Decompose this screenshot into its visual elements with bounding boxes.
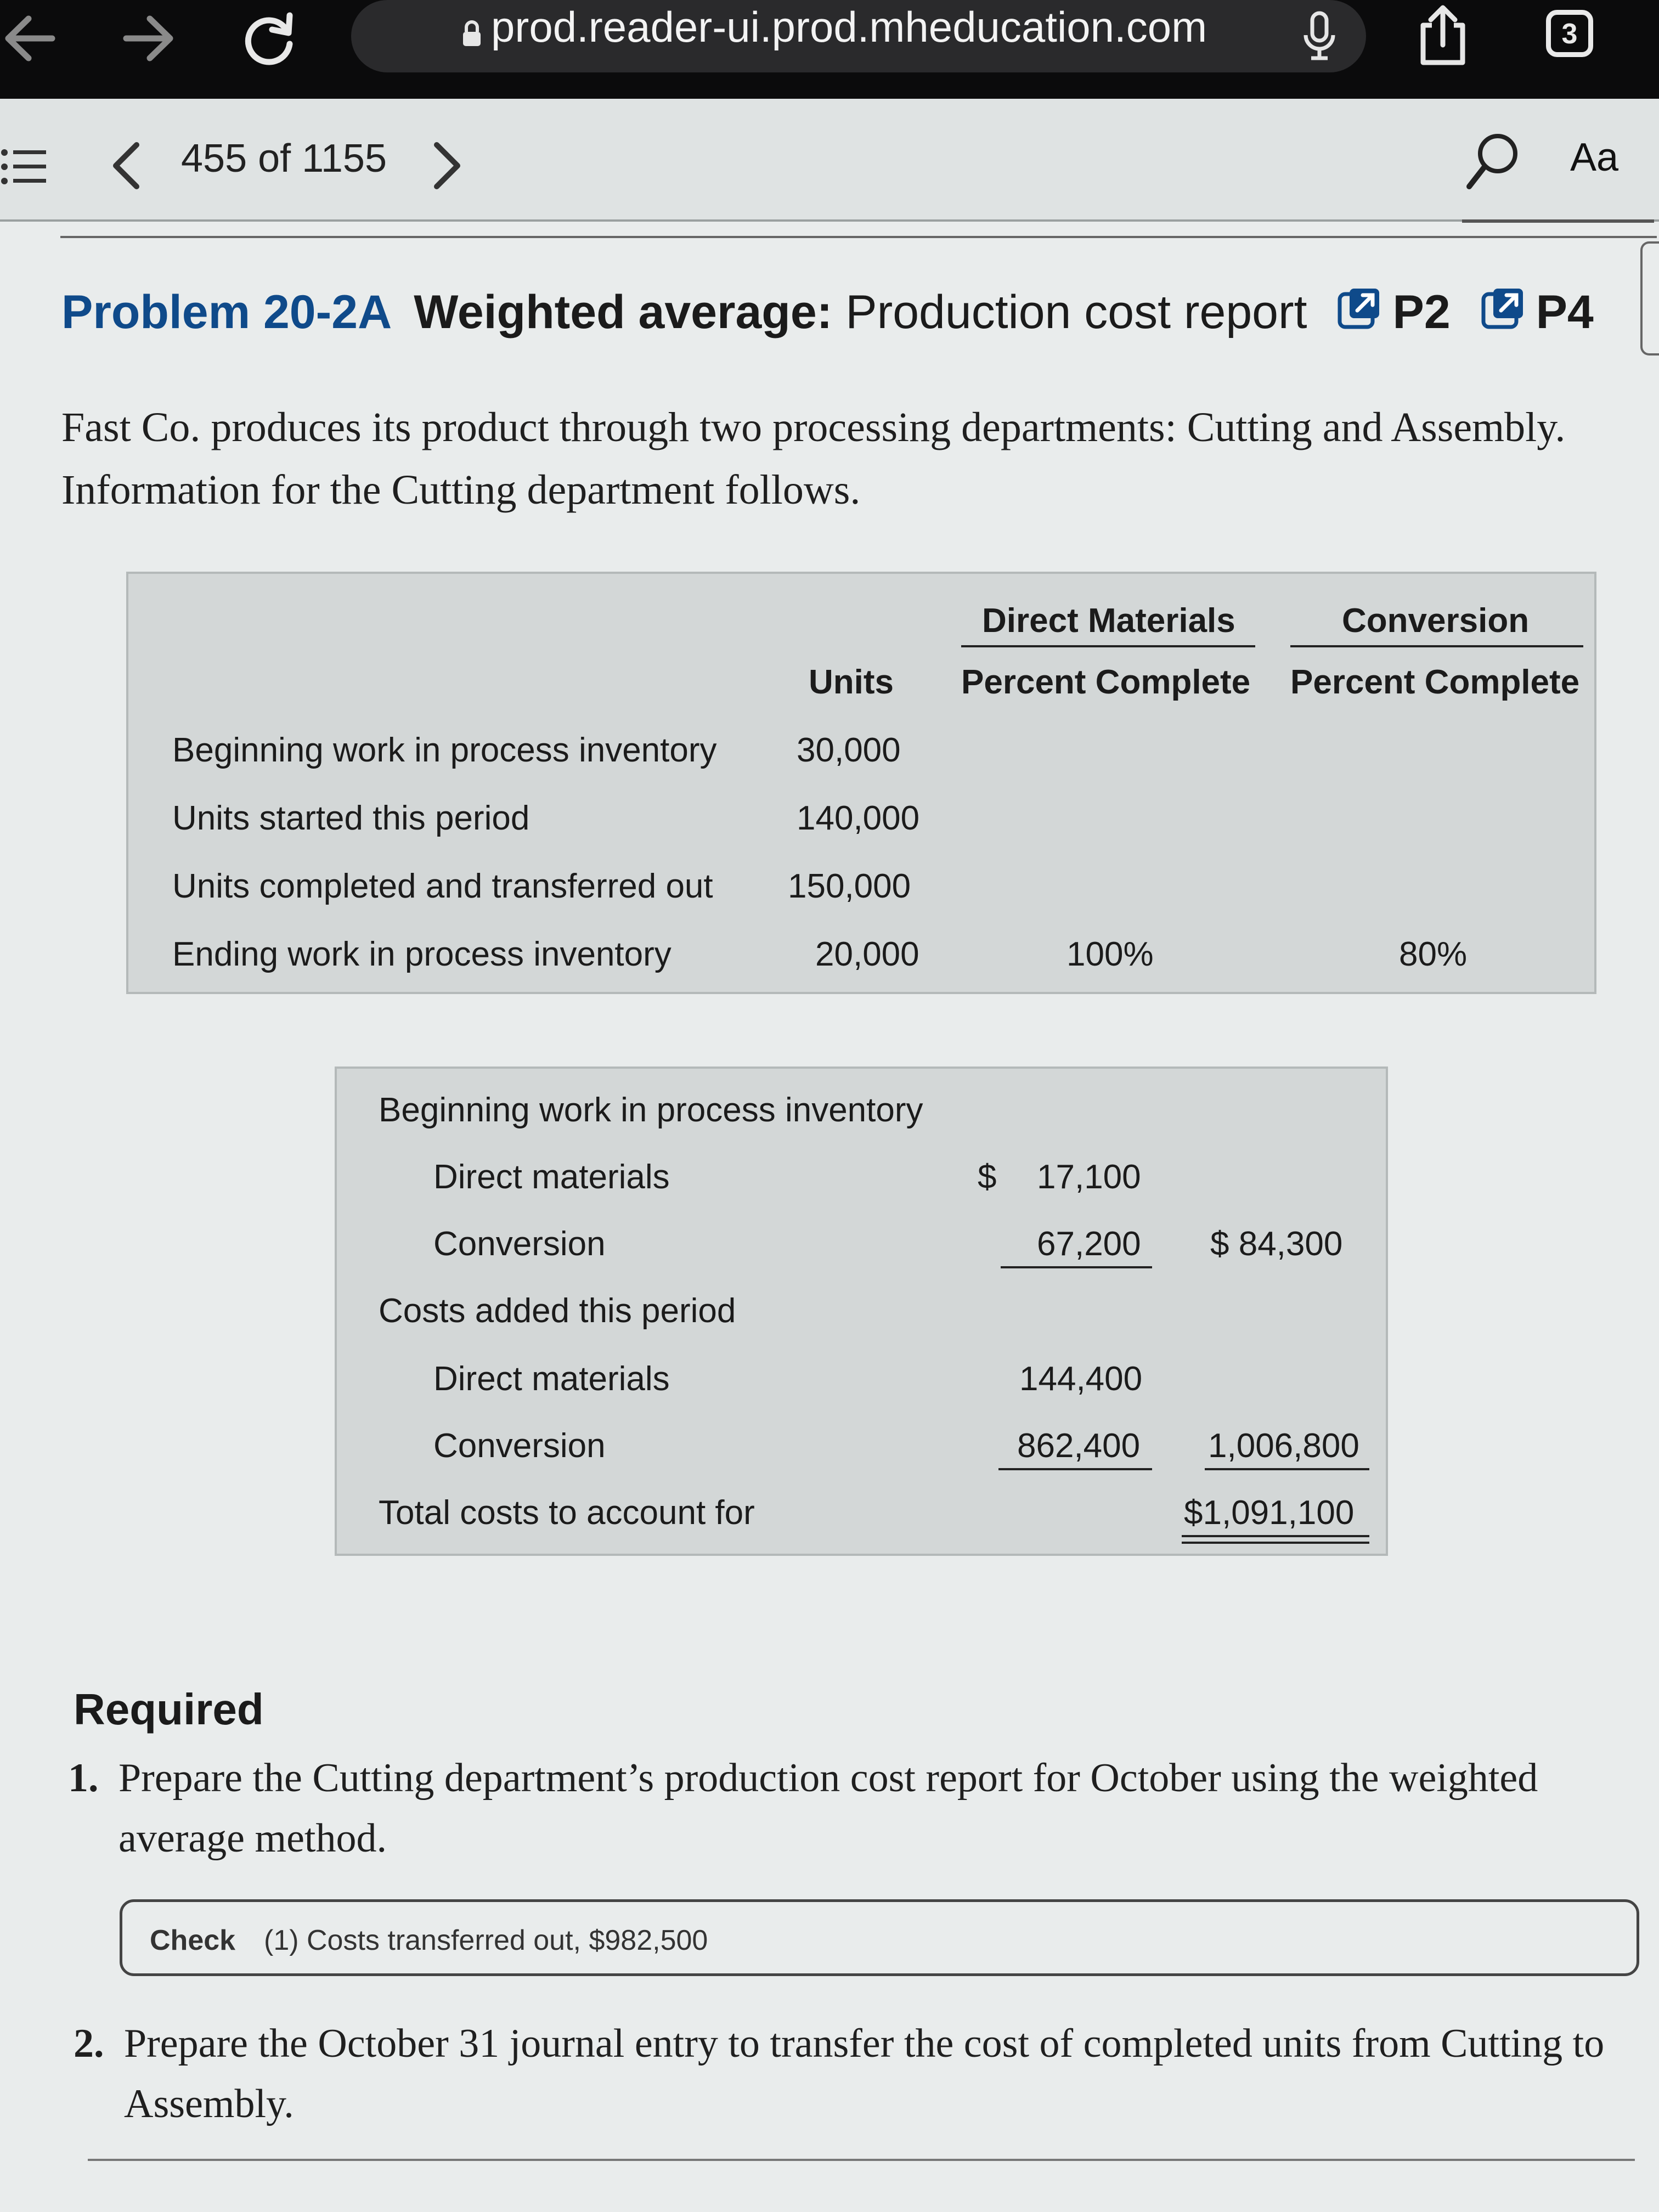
cost-subtotal: $ 84,300: [1210, 1225, 1343, 1263]
check-figure-box: [120, 1899, 1639, 1976]
row-label: Units started this period: [172, 799, 530, 837]
share-icon[interactable]: [1415, 3, 1470, 69]
cost-row-label: Conversion: [433, 1427, 606, 1465]
cost-subtotal: 1,006,800: [1208, 1427, 1359, 1465]
back-arrow-icon[interactable]: [0, 5, 60, 71]
header-underline: [1290, 645, 1583, 647]
required-item: [74, 2013, 1643, 2134]
reader-toolbar: [0, 99, 1659, 222]
lock-icon: [461, 20, 483, 48]
cost-value: 17,100: [1037, 1158, 1141, 1196]
check-text: (1) Costs transferred out, $982,500: [264, 1925, 708, 1956]
units-table: [126, 572, 1596, 994]
beginning-wip-heading: Beginning work in process inventory: [379, 1091, 923, 1129]
total-costs-value: $1,091,100: [1184, 1494, 1355, 1532]
row-units: 150,000: [788, 867, 911, 905]
row-label: Units completed and transferred out: [172, 867, 713, 905]
required-item-number: 2.: [74, 2021, 104, 2066]
previous-page-button[interactable]: [107, 138, 145, 193]
page-indicator: 455 of 1155: [181, 137, 387, 180]
problem-number: Problem 20-2A: [61, 286, 392, 338]
required-item-text: Prepare the Cutting department’s production cost report for October using the weighted average method.: [119, 1756, 1538, 1861]
row-units: 20,000: [815, 935, 919, 973]
header-underline: [961, 645, 1255, 647]
side-panel-tab[interactable]: [1640, 241, 1659, 356]
search-icon[interactable]: [1465, 132, 1520, 192]
intro-paragraph: Fast Co. produces its product through two processing departments: Cutting and Assembly. Information for the Cutting department follows.: [61, 404, 1566, 513]
row-units: 140,000: [797, 799, 920, 837]
total-costs-label: Total costs to account for: [379, 1494, 755, 1532]
subtotal-underline: [998, 1468, 1152, 1470]
address-bar[interactable]: [351, 0, 1366, 72]
reader-toolbar-divider: [1462, 219, 1654, 223]
reload-icon[interactable]: [236, 5, 302, 71]
required-heading: Required: [74, 1685, 264, 1734]
content-divider: [60, 236, 1657, 238]
cost-value: 67,200: [1037, 1225, 1141, 1263]
row-units: 30,000: [797, 731, 901, 769]
costs-table: [335, 1066, 1388, 1556]
cost-row-label: Direct materials: [433, 1158, 670, 1196]
cost-value: 144,400: [1019, 1360, 1143, 1398]
conv-header-bottom: Percent Complete: [1290, 663, 1580, 701]
problem-title: Production cost report: [845, 286, 1307, 338]
problem-type: Weighted average:: [414, 286, 833, 338]
subtotal-underline: [1001, 1266, 1152, 1268]
required-item: [68, 1748, 1643, 1869]
row-label: Ending work in process inventory: [172, 935, 672, 973]
currency-symbol: $: [978, 1158, 997, 1196]
subtotal-underline: [1205, 1468, 1369, 1470]
browser-toolbar: [0, 0, 1659, 99]
objective-link-p2[interactable]: P2: [1392, 286, 1451, 338]
problem-heading: [61, 285, 1594, 340]
dm-header-top: Direct Materials: [982, 602, 1235, 640]
external-link-icon[interactable]: [1480, 285, 1526, 331]
conv-header-top: Conversion: [1342, 602, 1530, 640]
units-header: Units: [809, 663, 894, 701]
dm-header-bottom: Percent Complete: [961, 663, 1251, 701]
row-label: Beginning work in process inventory: [172, 731, 717, 769]
next-page-button[interactable]: [428, 138, 466, 193]
url-text: prod.reader-ui.prod.mheducation.com: [491, 3, 1207, 51]
cost-value: 862,400: [1017, 1427, 1141, 1465]
required-item-text: Prepare the October 31 journal entry to transfer the cost of completed units from Cutting to Assembly.: [124, 2021, 1605, 2126]
cost-row-label: Conversion: [433, 1225, 606, 1263]
font-size-button[interactable]: Aa: [1570, 136, 1619, 179]
forward-arrow-icon[interactable]: [118, 5, 178, 71]
check-label: Check: [150, 1925, 236, 1956]
external-link-icon[interactable]: [1336, 285, 1383, 331]
double-underline: [1182, 1542, 1369, 1544]
double-underline: [1182, 1535, 1369, 1537]
tabs-count-button[interactable]: 3: [1546, 10, 1593, 57]
costs-added-heading: Costs added this period: [379, 1292, 736, 1330]
microphone-icon[interactable]: [1300, 10, 1339, 63]
row-conv-percent: 80%: [1399, 935, 1468, 973]
content-divider: [88, 2159, 1635, 2161]
table-of-contents-icon[interactable]: [0, 148, 49, 187]
cost-row-label: Direct materials: [433, 1360, 670, 1398]
objective-link-p4[interactable]: P4: [1536, 286, 1594, 338]
required-item-number: 1.: [68, 1756, 99, 1801]
row-dm-percent: 100%: [1066, 935, 1154, 973]
